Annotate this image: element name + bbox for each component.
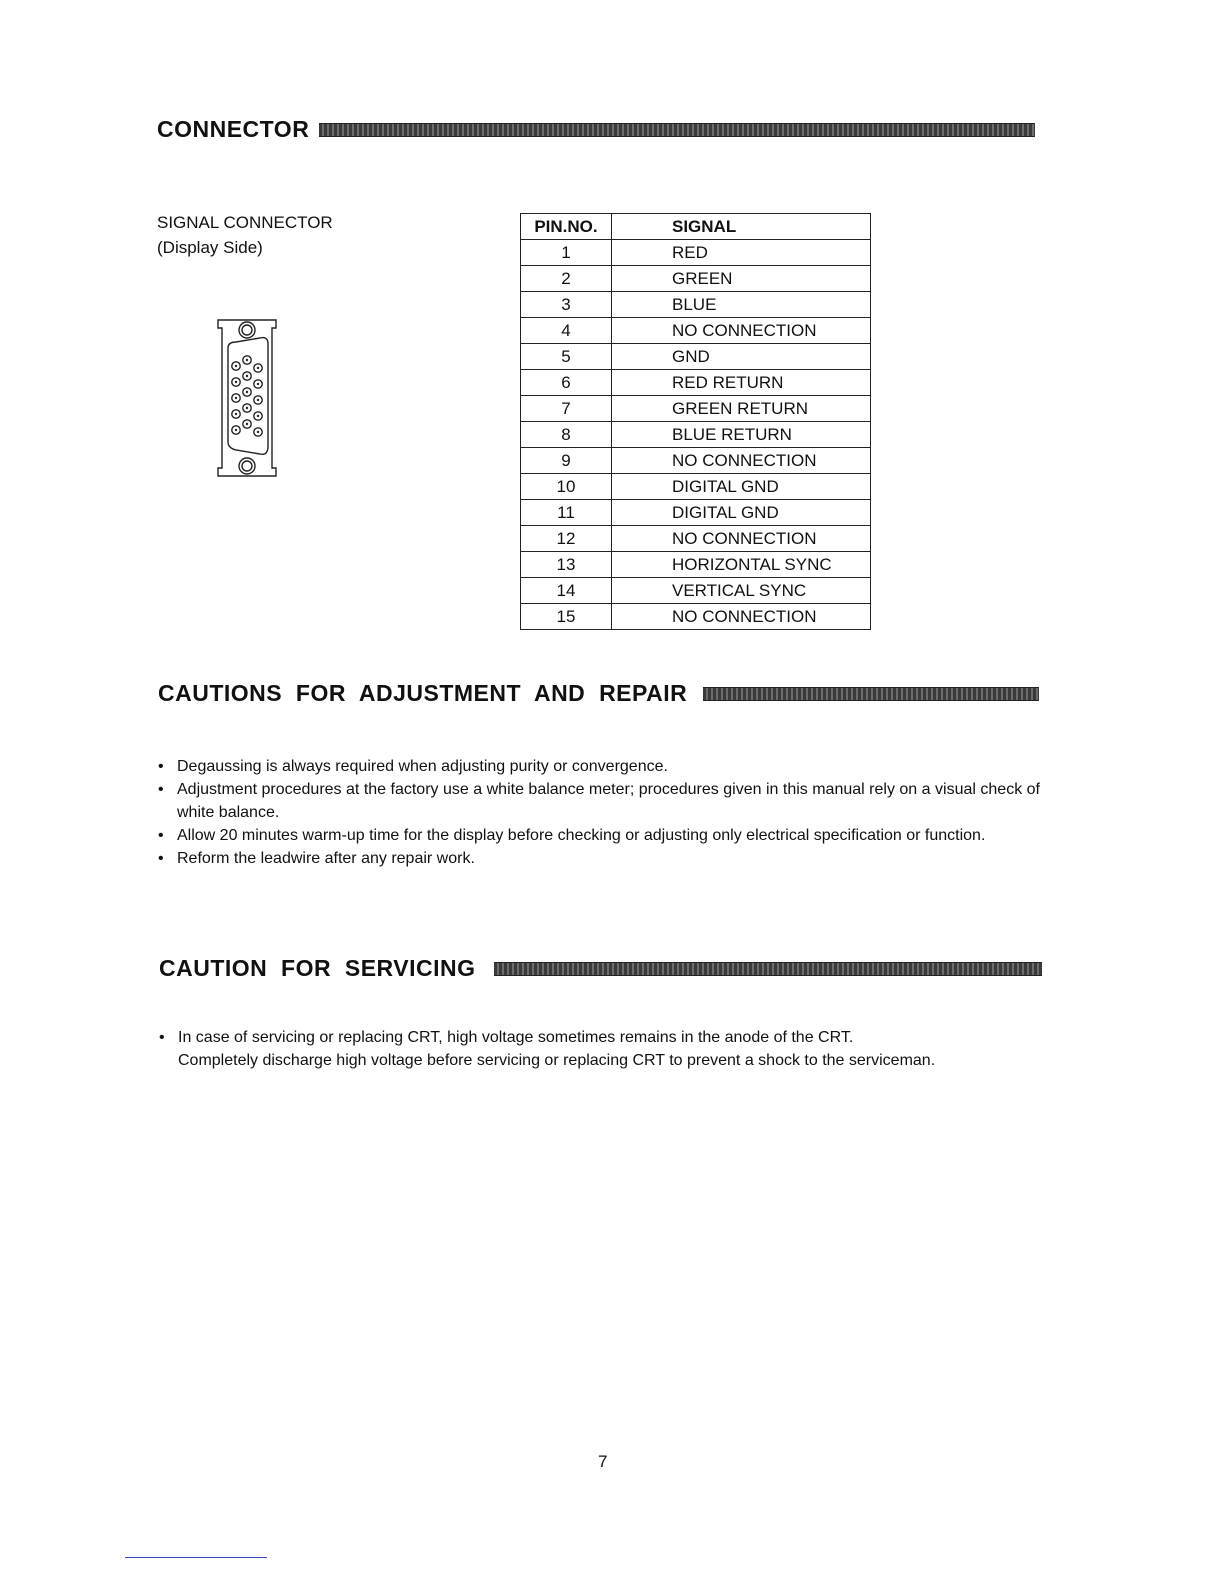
servicing-line-1: • In case of servicing or replacing CRT, high voltage sometimes remains in the anode of the CRT. — [178, 1029, 854, 1046]
page-number: 7 — [598, 1452, 608, 1471]
list-item: • Degaussing is always required when adjusting purity or convergence. — [158, 755, 1040, 778]
signal-connector-label-line2: (Display Side) — [157, 238, 263, 257]
footer-rule — [125, 1557, 267, 1558]
signal-cell: GND — [612, 344, 871, 370]
signal-connector-label-line1: SIGNAL CONNECTOR — [157, 213, 333, 232]
list-item: • Allow 20 minutes warm-up time for the display before checking or adjusting only electrical specification or function. — [158, 824, 1040, 847]
table-row — [521, 422, 871, 448]
table-row — [521, 318, 871, 344]
table-row — [521, 552, 871, 578]
pin-number-cell: 10 — [521, 474, 612, 500]
pin-number-cell: 8 — [521, 422, 612, 448]
list-item: • Reform the leadwire after any repair work. — [158, 847, 1040, 870]
pin-number-cell: 11 — [521, 500, 612, 526]
table-row — [521, 266, 871, 292]
table-row — [521, 604, 871, 630]
caution-servicing-list — [159, 1026, 1059, 1072]
table-row — [521, 448, 871, 474]
column-header-signal: SIGNAL — [612, 214, 871, 240]
pin-number-cell: 2 — [521, 266, 612, 292]
table-row — [521, 240, 871, 266]
pin-number-cell: 14 — [521, 578, 612, 604]
pin-number-cell: 13 — [521, 552, 612, 578]
cautions-adjustment-title: CAUTIONS FOR ADJUSTMENT AND REPAIR — [158, 680, 688, 706]
signal-cell: RED — [612, 240, 871, 266]
table-row — [521, 526, 871, 552]
connector-heading-bar — [319, 123, 1035, 137]
pin-number-cell: 6 — [521, 370, 612, 396]
column-header-pin-no: PIN.NO. — [521, 214, 612, 240]
table-row — [521, 370, 871, 396]
table-row — [521, 500, 871, 526]
cautions-adjustment-heading — [158, 680, 1039, 707]
caution-servicing-heading-bar — [494, 962, 1042, 976]
pin-number-cell: 15 — [521, 604, 612, 630]
signal-cell: HORIZONTAL SYNC — [612, 552, 871, 578]
pin-number-cell: 3 — [521, 292, 612, 318]
signal-cell: DIGITAL GND — [612, 474, 871, 500]
pin-number-cell: 1 — [521, 240, 612, 266]
signal-cell: GREEN RETURN — [612, 396, 871, 422]
table-row — [521, 292, 871, 318]
caution-servicing-title: CAUTION FOR SERVICING — [159, 955, 476, 981]
pin-number-cell: 12 — [521, 526, 612, 552]
pin-number-cell: 4 — [521, 318, 612, 344]
cautions-adjustment-heading-bar — [703, 687, 1039, 701]
cautions-adjustment-list — [158, 755, 1040, 870]
pin-signal-table — [520, 213, 871, 630]
signal-cell: NO CONNECTION — [612, 318, 871, 344]
table-row — [521, 578, 871, 604]
signal-cell: GREEN — [612, 266, 871, 292]
signal-cell: VERTICAL SYNC — [612, 578, 871, 604]
signal-connector-label — [157, 210, 333, 260]
list-item — [159, 1026, 1059, 1072]
table-row — [521, 396, 871, 422]
caution-servicing-heading — [159, 955, 1042, 982]
signal-cell: BLUE — [612, 292, 871, 318]
d-sub-connector-diagram — [210, 314, 286, 484]
signal-cell: RED RETURN — [612, 370, 871, 396]
table-header-row — [521, 214, 871, 240]
table-row — [521, 344, 871, 370]
list-item: • Adjustment procedures at the factory use a white balance meter; procedures given in this manual rely on a visual check of white balance. — [158, 778, 1040, 824]
signal-cell: NO CONNECTION — [612, 526, 871, 552]
servicing-line-2: Completely discharge high voltage before servicing or replacing CRT to prevent a shock to the serviceman. — [178, 1052, 936, 1069]
pin-number-cell: 7 — [521, 396, 612, 422]
table-row — [521, 474, 871, 500]
signal-cell: BLUE RETURN — [612, 422, 871, 448]
signal-cell: NO CONNECTION — [612, 448, 871, 474]
pin-number-cell: 9 — [521, 448, 612, 474]
signal-cell: NO CONNECTION — [612, 604, 871, 630]
pin-number-cell: 5 — [521, 344, 612, 370]
connector-heading — [157, 116, 1035, 143]
connector-title: CONNECTOR — [157, 116, 310, 142]
signal-cell: DIGITAL GND — [612, 500, 871, 526]
